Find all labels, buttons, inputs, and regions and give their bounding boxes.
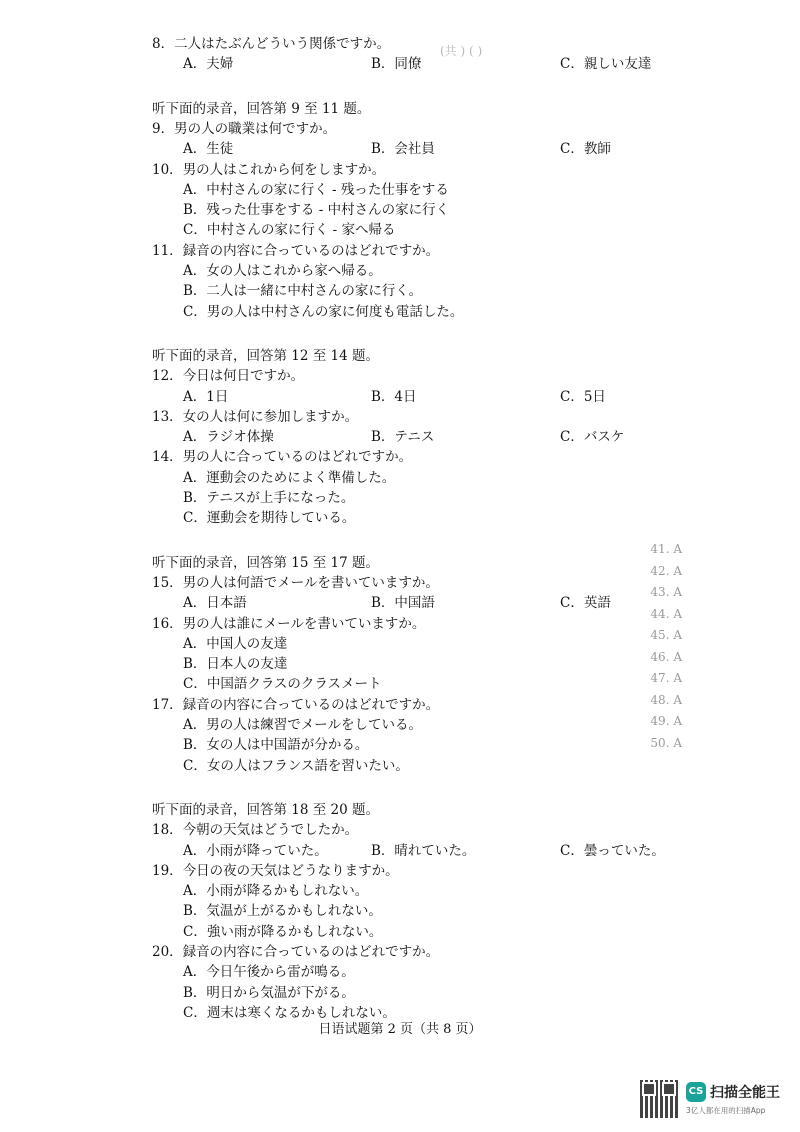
bleed-mark: 45. A <box>650 628 682 642</box>
option-b: B．晴れていた。 <box>371 842 476 859</box>
question-8 <box>152 35 390 53</box>
question-text: 録音の内容に合っているのはどれですか。 <box>182 944 440 960</box>
bleed-mark: 43. A <box>650 585 682 599</box>
option-a: A．生徒 <box>183 141 234 158</box>
option-a: A．男の人は練習でメールをしている。 <box>183 717 422 733</box>
question-text: 男の人はこれから何をしますか。 <box>182 161 386 178</box>
bleed-mark: 48. A <box>650 692 682 707</box>
option-a: A．女の人はこれから家へ帰る。 <box>183 263 382 279</box>
option-c: C．バスケ <box>560 429 625 446</box>
question-number: 20． <box>152 944 183 960</box>
question-text: 男の人の職業は何ですか。 <box>174 120 337 137</box>
section-heading: 听下面的录音，回答第 18 至 20 题。 <box>152 801 380 818</box>
question-18 <box>152 821 358 839</box>
question-number: 15． <box>152 574 183 591</box>
question-14 <box>152 448 412 466</box>
option-a: A．ラジオ体操 <box>183 429 274 446</box>
option-b: B．テニスが上手になった。 <box>183 490 355 506</box>
question-20 <box>152 943 439 961</box>
option-c: C．親しい友達 <box>560 56 652 73</box>
option-c: C．中国語クラスのクラスメート <box>183 676 382 693</box>
question-number: 10． <box>152 161 183 178</box>
option-b: B．同僚 <box>371 56 422 73</box>
option-b: B．残った仕事をする - 中村さんの家に行く <box>183 202 450 219</box>
scanner-watermark <box>640 1080 790 1118</box>
question-text: 録音の内容に合っているのはどれですか。 <box>182 696 440 713</box>
question-19 <box>152 862 399 880</box>
option-b: B．中国語 <box>371 595 435 612</box>
question-text: 女の人は何に参加しますか。 <box>182 408 359 425</box>
question-text: 録音の内容に合っているのはどれですか。 <box>182 242 440 259</box>
question-text: 今朝の天気はどうでしたか。 <box>182 822 359 839</box>
option-c: C．中村さんの家に行く - 家へ帰る <box>183 222 396 239</box>
option-c: C．曇っていた。 <box>560 842 665 859</box>
option-b: B．明日から気温が下がる。 <box>183 984 355 1001</box>
question-number: 16． <box>152 615 183 632</box>
option-a: A．夫婦 <box>183 56 234 73</box>
option-a: A．運動会のためによく準備した。 <box>183 469 396 486</box>
section-heading: 听下面的录音，回答第 12 至 14 题。 <box>152 347 380 364</box>
bleed-mark: 47. A <box>650 671 682 685</box>
option-b: B．4日 <box>371 388 417 405</box>
question-16 <box>152 615 425 633</box>
option-b: B．会社員 <box>371 141 435 158</box>
question-text: 男の人に合っているのはどれですか。 <box>182 449 413 466</box>
camscanner-logo-icon: CS <box>686 1082 706 1102</box>
option-a: A．1日 <box>183 388 229 405</box>
option-b: B．気温が上がるかもしれない。 <box>183 903 382 920</box>
option-a: A．今日午後から雷が鳴る。 <box>183 964 355 981</box>
question-number: 17． <box>152 696 183 713</box>
bleed-mark: 42. A <box>650 563 682 578</box>
question-number: 13． <box>152 408 183 425</box>
option-c: C．週末は寒くなるかもしれない。 <box>183 1004 396 1021</box>
option-c: C．強い雨が降るかもしれない。 <box>183 923 383 940</box>
option-c: C．教師 <box>560 141 611 158</box>
bleed-mark: 41. A <box>650 542 682 556</box>
bleed-mark: 50. A <box>650 735 682 750</box>
question-12 <box>152 367 304 385</box>
option-a: A．中国人の友達 <box>183 635 288 652</box>
bleed-mark: 49. A <box>650 714 682 728</box>
option-c: C．5日 <box>560 388 606 405</box>
question-text: 今日の夜の天気はどうなりますか。 <box>182 862 399 879</box>
option-a: A．日本語 <box>183 595 247 612</box>
qr-code-icon <box>640 1080 678 1118</box>
option-a: A．中村さんの家に行く - 残った仕事をする <box>183 181 449 198</box>
question-number: 9． <box>152 120 175 137</box>
question-number: 14． <box>152 449 183 466</box>
question-17 <box>152 696 439 714</box>
question-13 <box>152 408 358 426</box>
option-b: B．二人は一緒に中村さんの家に行く。 <box>183 283 423 300</box>
option-b: B．テニス <box>371 429 435 446</box>
option-a: A．小雨が降るかもしれない。 <box>183 883 369 900</box>
question-number: 11． <box>152 242 183 259</box>
question-text: 今日は何日ですか。 <box>182 368 305 385</box>
section-heading: 听下面的录音，回答第 9 至 11 题。 <box>152 100 371 117</box>
question-text: 男の人は誰にメールを書いていますか。 <box>182 615 426 632</box>
bleed-mark: 44. A <box>650 606 682 621</box>
question-text: 男の人は何語でメールを書いていますか。 <box>182 574 439 591</box>
page-footer: 日语试题第 2 页（共 8 页） <box>318 1022 482 1037</box>
option-c: C．運動会を期待している。 <box>183 510 356 527</box>
question-15 <box>152 574 439 592</box>
question-number: 12． <box>152 368 183 385</box>
question-number: 19． <box>152 862 183 879</box>
bleed-mark: 46. A <box>650 649 682 664</box>
option-c: C．男の人は中村さんの家に何度も電話した。 <box>183 303 464 320</box>
option-b: B．日本人の友達 <box>183 656 288 673</box>
question-11 <box>152 242 439 260</box>
option-c: C．英語 <box>560 595 611 612</box>
header-fragment: (共 ) ( ) <box>440 44 483 58</box>
option-b: B．女の人は中国語が分かる。 <box>183 737 369 754</box>
section-heading: 听下面的录音，回答第 15 至 17 题。 <box>152 554 380 571</box>
watermark-tagline: 3亿人都在用的扫描App <box>686 1106 766 1115</box>
question-9 <box>152 120 336 138</box>
question-10 <box>152 161 385 179</box>
question-number: 18． <box>152 822 183 839</box>
watermark-brand: 扫描全能王 <box>710 1085 780 1101</box>
question-number: 8． <box>152 36 175 52</box>
option-c: C．女の人はフランス語を習いたい。 <box>183 757 409 774</box>
option-a: A．小雨が降っていた。 <box>183 842 328 859</box>
question-text: 二人はたぶんどういう関係ですか。 <box>174 36 391 52</box>
